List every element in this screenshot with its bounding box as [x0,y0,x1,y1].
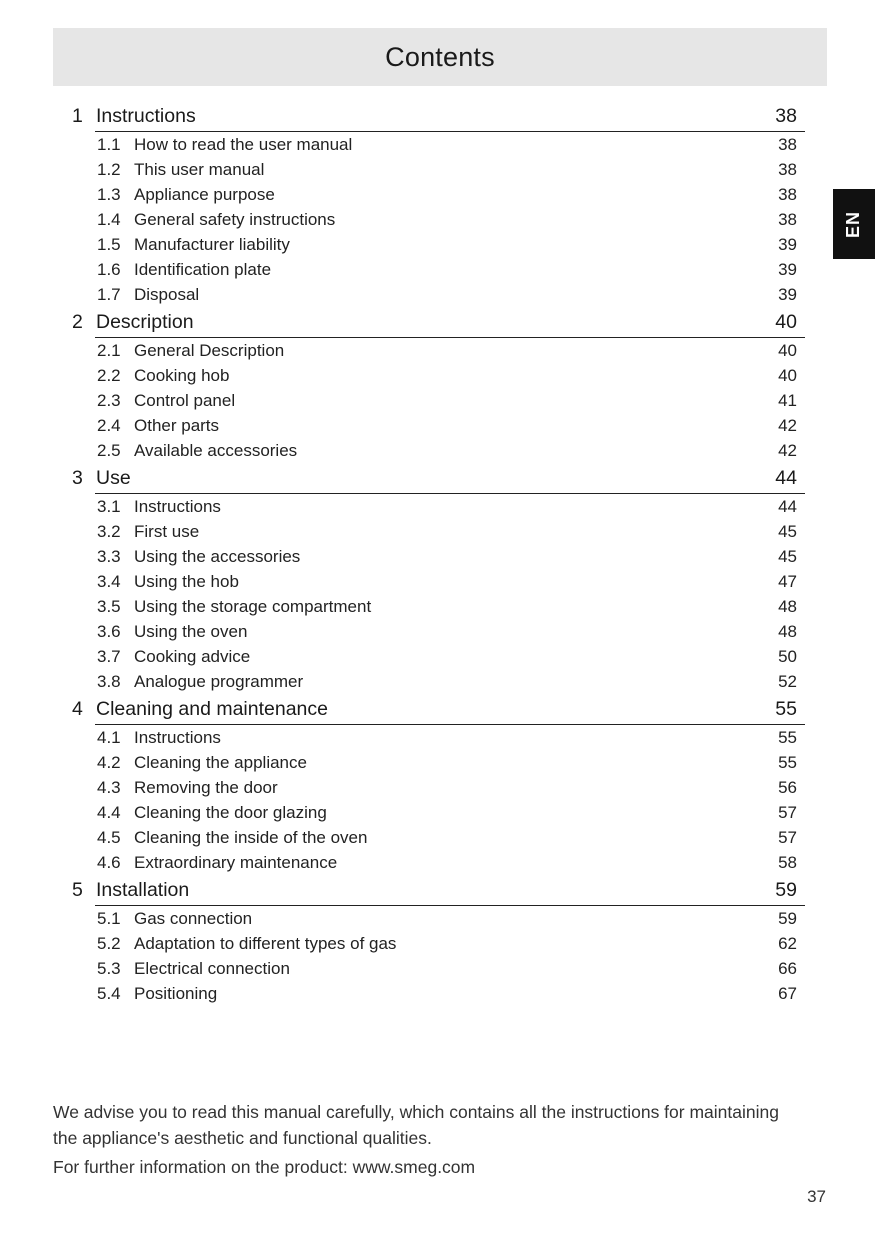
section-list [95,493,805,694]
section-number: 2.5 [97,440,121,460]
chapter-page: 44 [775,467,797,489]
section-row[interactable] [95,388,805,413]
section-title: Control panel [134,390,236,410]
section-number: 3.1 [97,496,121,516]
section-title: General safety instructions [134,209,336,229]
section-page: 58 [778,852,797,872]
footer-note [53,1099,793,1180]
language-tab [833,189,875,259]
section-number: 4.5 [97,827,121,847]
section-row[interactable] [95,544,805,569]
section-row[interactable] [95,157,805,182]
chapter-page: 38 [775,105,797,127]
section-page: 47 [778,571,797,591]
section-page: 39 [778,259,797,279]
chapter-number: 4 [72,698,83,720]
section-page: 67 [778,983,797,1003]
section-list [95,724,805,875]
section-title: Other parts [134,415,220,435]
section-title: Using the storage compartment [134,596,372,616]
section-page: 48 [778,596,797,616]
section-list [95,905,805,1006]
section-number: 1.7 [97,284,121,304]
section-number: 4.4 [97,802,121,822]
section-title: Appliance purpose [134,184,275,204]
chapter-page: 55 [775,698,797,720]
section-row[interactable] [95,363,805,388]
chapter-title: Cleaning and maintenance [96,698,329,720]
section-number: 2.4 [97,415,121,435]
section-row[interactable] [95,750,805,775]
section-row[interactable] [95,669,805,694]
section-number: 4.3 [97,777,121,797]
section-page: 55 [778,752,797,772]
chapter-row[interactable] [70,694,805,724]
section-number: 5.3 [97,958,121,978]
section-row[interactable] [95,981,805,1006]
chapter-number: 2 [72,311,83,333]
section-page: 50 [778,646,797,666]
section-title: Using the accessories [134,546,301,566]
section-title: Cooking advice [134,646,251,666]
section-page: 57 [778,802,797,822]
page-number: 37 [807,1187,826,1206]
section-page: 48 [778,621,797,641]
section-page: 45 [778,546,797,566]
section-title: Removing the door [134,777,278,797]
section-row[interactable] [95,338,805,363]
section-title: Cooking hob [134,365,230,385]
chapter-number: 1 [72,105,83,127]
section-title: Instructions [134,727,221,747]
section-title: Using the oven [134,621,248,641]
chapter-number: 5 [72,879,83,901]
section-row[interactable] [95,800,805,825]
chapter-block [70,307,805,463]
chapter-title: Instructions [96,105,196,127]
section-number: 3.6 [97,621,121,641]
section-row[interactable] [95,931,805,956]
section-row[interactable] [95,413,805,438]
language-label: EN [843,210,864,238]
section-row[interactable] [95,725,805,750]
chapter-title: Installation [96,879,190,901]
chapter-page: 59 [775,879,797,901]
section-row[interactable] [95,619,805,644]
section-title: Cleaning the door glazing [134,802,327,822]
section-page: 39 [778,234,797,254]
section-number: 1.5 [97,234,121,254]
contents-header [53,28,827,86]
page-title: Contents [385,41,495,72]
section-number: 4.2 [97,752,121,772]
section-page: 40 [778,340,797,360]
section-number: 3.2 [97,521,121,541]
section-page: 39 [778,284,797,304]
section-title: Adaptation to different types of gas [134,933,397,953]
section-page: 57 [778,827,797,847]
section-number: 1.2 [97,159,121,179]
section-page: 40 [778,365,797,385]
section-page: 45 [778,521,797,541]
section-number: 4.1 [97,727,121,747]
section-page: 42 [778,415,797,435]
section-title: Instructions [134,496,221,516]
section-number: 3.7 [97,646,121,666]
section-page: 41 [778,390,797,410]
section-title: Manufacturer liability [134,234,290,254]
chapter-block [70,694,805,875]
section-number: 1.3 [97,184,121,204]
section-row[interactable] [95,207,805,232]
section-page: 38 [778,209,797,229]
product-info-text: For further information on the product: www.smeg.com [53,1157,476,1177]
section-title: Analogue programmer [134,671,304,691]
section-title: Using the hob [134,571,239,591]
chapter-number: 3 [72,467,83,489]
section-title: First use [134,521,200,541]
section-page: 55 [778,727,797,747]
section-page: 44 [778,496,797,516]
section-number: 3.4 [97,571,121,591]
section-number: 3.3 [97,546,121,566]
section-list [95,131,805,307]
section-number: 5.2 [97,933,121,953]
section-row[interactable] [95,494,805,519]
section-row[interactable] [95,956,805,981]
section-row[interactable] [95,569,805,594]
section-page: 38 [778,159,797,179]
chapter-title: Description [96,311,194,333]
section-row[interactable] [95,594,805,619]
section-number: 3.8 [97,671,121,691]
section-page: 38 [778,134,797,154]
section-title: Gas connection [134,908,253,928]
section-number: 3.5 [97,596,121,616]
section-title: Disposal [134,284,200,304]
chapter-title: Use [96,467,131,489]
section-page: 38 [778,184,797,204]
section-row[interactable] [95,438,805,463]
section-number: 1.1 [97,134,121,154]
section-title: Extraordinary maintenance [134,852,338,872]
chapter-row[interactable] [70,101,805,131]
section-number: 2.1 [97,340,121,360]
section-row[interactable] [95,906,805,931]
chapter-block [70,875,805,1006]
section-row[interactable] [95,519,805,544]
section-page: 66 [778,958,797,978]
section-row[interactable] [95,282,805,307]
section-row[interactable] [95,232,805,257]
section-number: 2.3 [97,390,121,410]
chapter-block [70,101,805,307]
section-title: Available accessories [134,440,298,460]
section-row[interactable] [95,825,805,850]
chapter-page: 40 [775,311,797,333]
chapter-row[interactable] [70,875,805,905]
section-row[interactable] [95,257,805,282]
section-row[interactable] [95,850,805,875]
section-number: 1.6 [97,259,121,279]
section-list [95,337,805,463]
section-page: 56 [778,777,797,797]
advice-text: We advise you to read this manual carefully, which contains all the instructions for maintaining the appliance's aesthetic and functional qualities. [53,1102,779,1148]
section-page: 52 [778,671,797,691]
section-title: Electrical connection [134,958,290,978]
table-of-contents [70,101,805,1006]
section-page: 59 [778,908,797,928]
section-row[interactable] [95,644,805,669]
section-page: 62 [778,933,797,953]
section-title: Identification plate [134,259,272,279]
section-number: 2.2 [97,365,121,385]
section-page: 42 [778,440,797,460]
section-title: Positioning [134,983,218,1003]
chapter-row[interactable] [70,463,805,493]
section-number: 5.1 [97,908,121,928]
section-row[interactable] [95,182,805,207]
chapter-block [70,463,805,694]
section-title: How to read the user manual [134,134,353,154]
section-number: 4.6 [97,852,121,872]
section-title: Cleaning the appliance [134,752,307,772]
section-row[interactable] [95,132,805,157]
section-number: 5.4 [97,983,121,1003]
section-title: This user manual [134,159,265,179]
section-row[interactable] [95,775,805,800]
section-number: 1.4 [97,209,121,229]
section-title: Cleaning the inside of the oven [134,827,368,847]
chapter-row[interactable] [70,307,805,337]
section-title: General Description [134,340,285,360]
